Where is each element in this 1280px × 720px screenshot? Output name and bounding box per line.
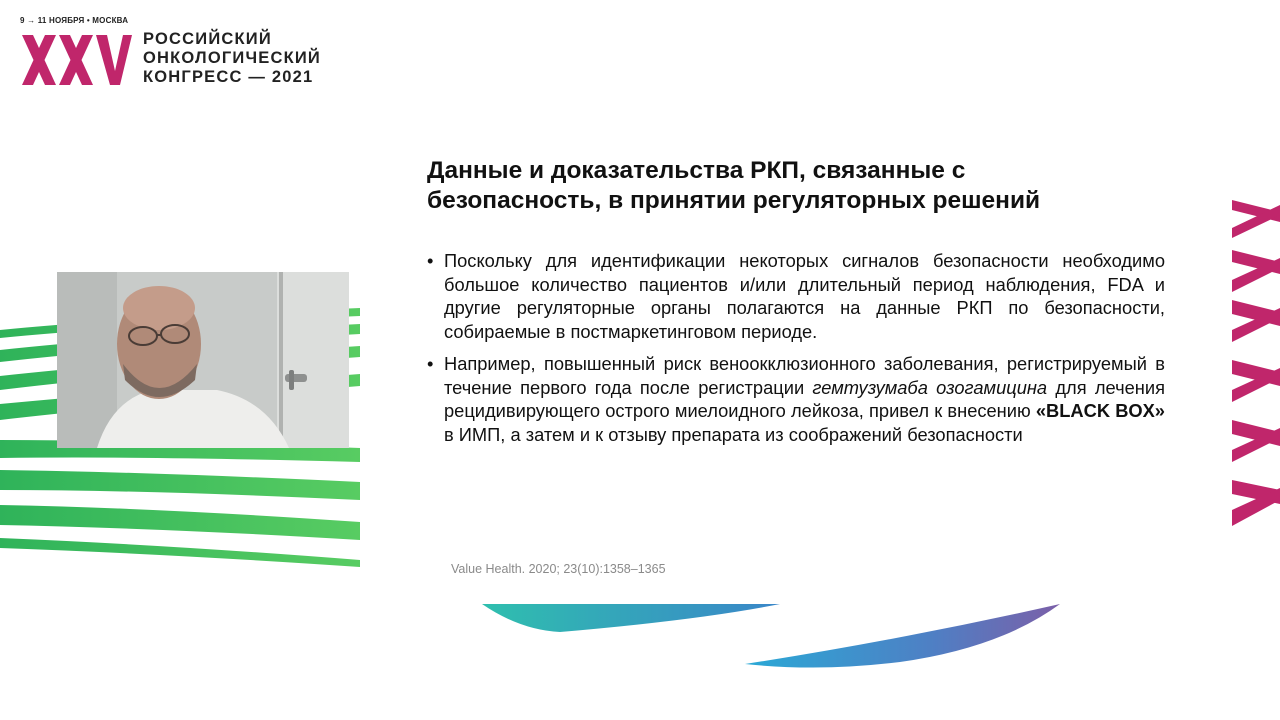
slide-bullet-list	[427, 249, 1165, 455]
bullet-text-part-2: для лечения рецидивирующего острого миелоидного лейкоза, привел к внесению	[444, 376, 1165, 422]
slide-title-line-2: безопасность, в принятии регуляторных решений	[427, 187, 1041, 214]
citation-text: Value Health. 2020; 23(10):1358–1365	[451, 562, 666, 576]
bullet-text: Поскольку для идентификации некоторых сигналов безопасности необходимо большое количество пациентов и/или длительный период наблюдения, FDA и другие регуляторные органы полагаются на данные РКП по безопасности, собираемые в постмаркетинговом периоде.	[444, 250, 1165, 343]
bullet-marker: •	[427, 352, 434, 374]
bullet-item-1	[427, 249, 1165, 344]
bullet-marker: •	[427, 250, 434, 271]
drug-name-italic: гемтузумаба озогамицина	[812, 376, 1048, 398]
bullet-text-part-3: в ИМП, а затем и к отзыву препарата из соображений безопасности	[444, 423, 1023, 445]
bullet-text-part-1: Например, повышенный риск веноокклюзионного заболевания, регистрируемый в течение первого года после регистрации	[444, 352, 1165, 398]
presenter-video-image	[57, 272, 349, 448]
congress-name-line-2: ОНКОЛОГИЧЕСКИЙ	[143, 49, 321, 67]
congress-name	[143, 30, 321, 87]
slide-title-line-1: Данные и доказательства РКП, связанные с	[427, 157, 966, 184]
presenter-video-feed[interactable]	[57, 272, 349, 448]
slide-title	[427, 156, 1187, 216]
roman-numeral-logo-mark	[20, 33, 132, 87]
congress-name-line-1: РОССИЙСКИЙ	[143, 30, 272, 48]
bullet-item-2	[427, 352, 1165, 447]
event-dates: 9 → 11 НОЯБРЯ • МОСКВА	[20, 16, 129, 25]
congress-name-line-3: КОНГРЕСС — 2021	[143, 68, 314, 86]
congress-logo	[20, 16, 340, 96]
black-box-bold: «BLACK BOX»	[1035, 400, 1165, 422]
